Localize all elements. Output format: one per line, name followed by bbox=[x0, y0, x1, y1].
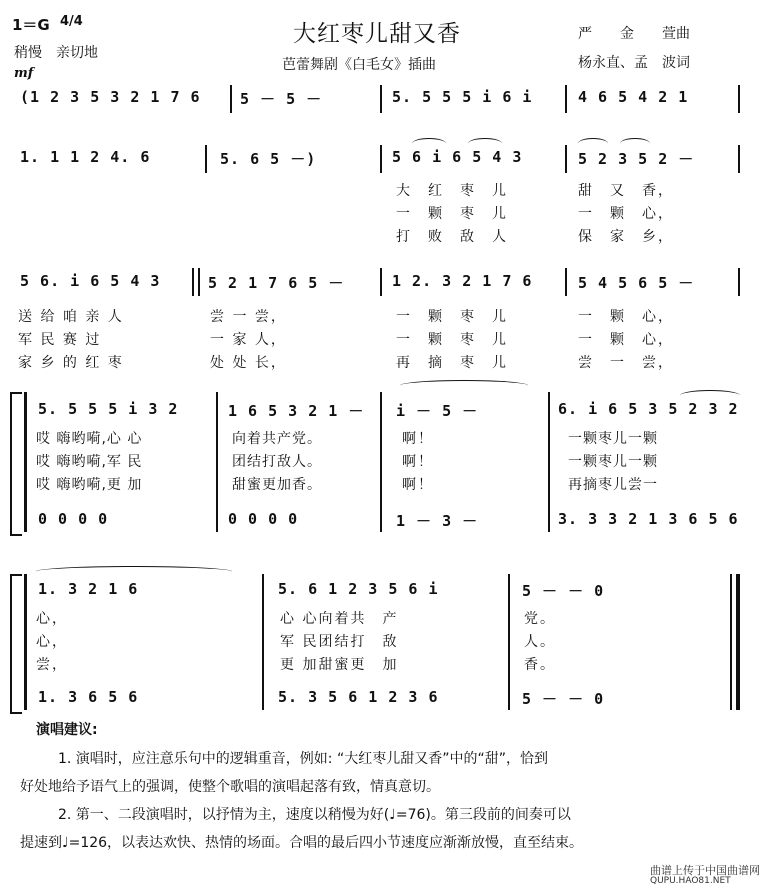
barline bbox=[380, 392, 382, 532]
lyric-verse-3: 甜蜜更加香。 bbox=[232, 477, 322, 493]
barline bbox=[380, 145, 382, 173]
tie bbox=[400, 380, 528, 391]
measure: 1. 1 1 2 4. 6 bbox=[20, 148, 151, 166]
lyric-verse-3: 处 处 长， bbox=[210, 355, 287, 371]
barline bbox=[548, 392, 550, 532]
suggestions-heading: 演唱建议: bbox=[36, 722, 98, 738]
barline bbox=[508, 574, 510, 710]
composer-credit: 严 金 萱曲 bbox=[578, 26, 690, 42]
key-signature: 1＝G bbox=[12, 16, 50, 34]
lyric-verse-1: 党。 bbox=[524, 611, 556, 627]
lyric-verse-2: 人。 bbox=[524, 634, 556, 650]
barline bbox=[198, 268, 200, 296]
system-bracket bbox=[10, 574, 22, 714]
lyric-verse-2: 一 颗 心， bbox=[578, 206, 674, 222]
final-barline-thick bbox=[736, 574, 740, 710]
site-watermark-url: QUPU.HAO81.NET bbox=[650, 876, 731, 886]
lyric-verse-2: 心， bbox=[36, 634, 68, 650]
measure: 5 4 5 6 5 － bbox=[578, 274, 695, 292]
lyric-verse-2: 军 民团结打 敌 bbox=[280, 634, 399, 650]
suggestion-1: 1. 演唱时，应注意乐句中的逻辑重音，例如: “大红枣儿甜又香”中的“甜”，恰到 bbox=[58, 751, 548, 767]
barline bbox=[565, 268, 567, 296]
measure: 6. i 6 5 3 5 2 3 2 bbox=[558, 400, 739, 418]
barline bbox=[738, 85, 740, 113]
song-subtitle: 芭蕾舞剧《白毛女》插曲 bbox=[282, 57, 436, 73]
lyric-verse-1: 大 红 枣 儿 bbox=[396, 183, 508, 199]
lyric-verse-2: 啊！ bbox=[402, 454, 434, 470]
lyric-verse-2: 军 民 赛 过 bbox=[18, 332, 102, 348]
lyric-verse-3: 打 败 敌 人 bbox=[396, 229, 508, 245]
barline bbox=[738, 145, 740, 173]
lyric-verse-3: 保 家 乡， bbox=[578, 229, 674, 245]
lyric-verse-3: 哎 嗨哟嗬,更 加 bbox=[36, 477, 143, 493]
lower-part-measure: 0 0 0 0 bbox=[38, 510, 109, 528]
barline bbox=[262, 574, 264, 710]
lyric-verse-2: 一 颗 枣 儿 bbox=[396, 332, 508, 348]
measure: (1 2 3 5 3 2 1 7 6 bbox=[20, 88, 201, 106]
song-title: 大红枣儿甜又香 bbox=[293, 21, 461, 47]
measure: 5. 5 5 5 i 3 2 bbox=[38, 400, 179, 418]
lower-part-measure: 0 0 0 0 bbox=[228, 510, 299, 528]
lyric-verse-1: 向着共产党。 bbox=[232, 431, 322, 447]
barline bbox=[380, 85, 382, 113]
lyric-verse-2: 一 颗 枣 儿 bbox=[396, 206, 508, 222]
measure: 5. 6 5 －) bbox=[220, 150, 317, 168]
lyric-verse-3: 家 乡 的 红 枣 bbox=[18, 355, 124, 371]
measure: i － 5 － bbox=[396, 402, 479, 420]
lyric-verse-1: 甜 又 香， bbox=[578, 183, 674, 199]
barline bbox=[24, 574, 27, 710]
barline bbox=[205, 145, 207, 173]
lyric-verse-3: 啊！ bbox=[402, 477, 434, 493]
barline bbox=[565, 85, 567, 113]
barline bbox=[380, 268, 382, 296]
lyric-verse-2: 一 家 人， bbox=[210, 332, 287, 348]
measure: 1 2. 3 2 1 7 6 bbox=[392, 272, 533, 290]
barline bbox=[230, 85, 232, 113]
lyric-verse-1: 哎 嗨哟嗬,心 心 bbox=[36, 431, 143, 447]
lyric-verse-3: 尝 一 尝， bbox=[578, 355, 674, 371]
lyric-verse-3: 再摘枣儿尝一 bbox=[568, 477, 658, 493]
suggestion-2-cont: 提速到♩=126，以表达欢快、热情的场面。合唱的最后四小节速度应渐渐放慢，直至结束。 bbox=[20, 835, 584, 851]
measure: 5 － － 0 bbox=[522, 582, 605, 600]
barline bbox=[565, 145, 567, 173]
lyric-verse-1: 一 颗 枣 儿 bbox=[396, 309, 508, 325]
measure: 5. 5 5 5 i 6 i bbox=[392, 88, 533, 106]
system-bracket bbox=[10, 392, 22, 536]
barline bbox=[192, 268, 194, 296]
lower-part-measure: 1. 3 6 5 6 bbox=[38, 688, 139, 706]
measure: 5 6 i 6 5 4 3 bbox=[392, 148, 523, 166]
lower-part-measure: 5. 3 5 6 1 2 3 6 bbox=[278, 688, 439, 706]
lyric-verse-1: 送 给 咱 亲 人 bbox=[18, 309, 124, 325]
suggestion-2: 2. 第一、二段演唱时，以抒情为主，速度以稍慢为好(♩=76)。第三段前的间奏可以 bbox=[58, 807, 571, 823]
measure: 5 － 5 － bbox=[240, 90, 323, 108]
suggestion-1-cont: 好处地给予语气上的强调，使整个歌唱的演唱起落有致，情真意切。 bbox=[20, 779, 440, 795]
barline bbox=[738, 268, 740, 296]
repeat-barline bbox=[24, 392, 27, 532]
lyric-verse-2: 团结打敌人。 bbox=[232, 454, 322, 470]
lyric-verse-1: 心 心向着共 产 bbox=[280, 611, 399, 627]
measure: 4 6 5 4 2 1 bbox=[578, 88, 689, 106]
barline bbox=[216, 392, 218, 532]
time-signature: 4/4 bbox=[60, 14, 83, 29]
lyricist-credit: 杨永直、孟 波词 bbox=[578, 55, 690, 71]
measure: 5 6. i 6 5 4 3 bbox=[20, 272, 161, 290]
lyric-verse-1: 一颗枣儿一颗 bbox=[568, 431, 658, 447]
measure: 5. 6 1 2 3 5 6 i bbox=[278, 580, 439, 598]
lyric-verse-3: 更 加甜蜜更 加 bbox=[280, 657, 399, 673]
measure: 1 6 5 3 2 1 － bbox=[228, 402, 365, 420]
lyric-verse-2: 哎 嗨哟嗬,军 民 bbox=[36, 454, 143, 470]
dynamic-marking: mf bbox=[14, 66, 34, 81]
tempo-marking: 稍慢 亲切地 bbox=[14, 45, 98, 61]
lyric-verse-3: 再 摘 枣 儿 bbox=[396, 355, 508, 371]
measure: 1. 3 2 1 6 bbox=[38, 580, 139, 598]
site-watermark: 曲谱上传于中国曲谱网 bbox=[650, 864, 760, 877]
lyric-verse-2: 一颗枣儿一颗 bbox=[568, 454, 658, 470]
lyric-verse-1: 啊！ bbox=[402, 431, 434, 447]
lyric-verse-1: 一 颗 心， bbox=[578, 309, 674, 325]
lyric-verse-3: 尝， bbox=[36, 657, 68, 673]
lyric-verse-1: 尝 一 尝， bbox=[210, 309, 287, 325]
final-barline-thin bbox=[730, 574, 732, 710]
lower-part-measure: 1 － 3 － bbox=[396, 512, 479, 530]
measure: 5 2 3 5 2 － bbox=[578, 150, 695, 168]
lyric-verse-1: 心， bbox=[36, 611, 68, 627]
lyric-verse-3: 香。 bbox=[524, 657, 556, 673]
lyric-verse-2: 一 颗 心， bbox=[578, 332, 674, 348]
measure: 5 2 1 7 6 5 － bbox=[208, 274, 345, 292]
tie bbox=[36, 566, 232, 577]
lower-part-measure: 3. 3 3 2 1 3 6 5 6 bbox=[558, 510, 739, 528]
lower-part-measure: 5 － － 0 bbox=[522, 690, 605, 708]
